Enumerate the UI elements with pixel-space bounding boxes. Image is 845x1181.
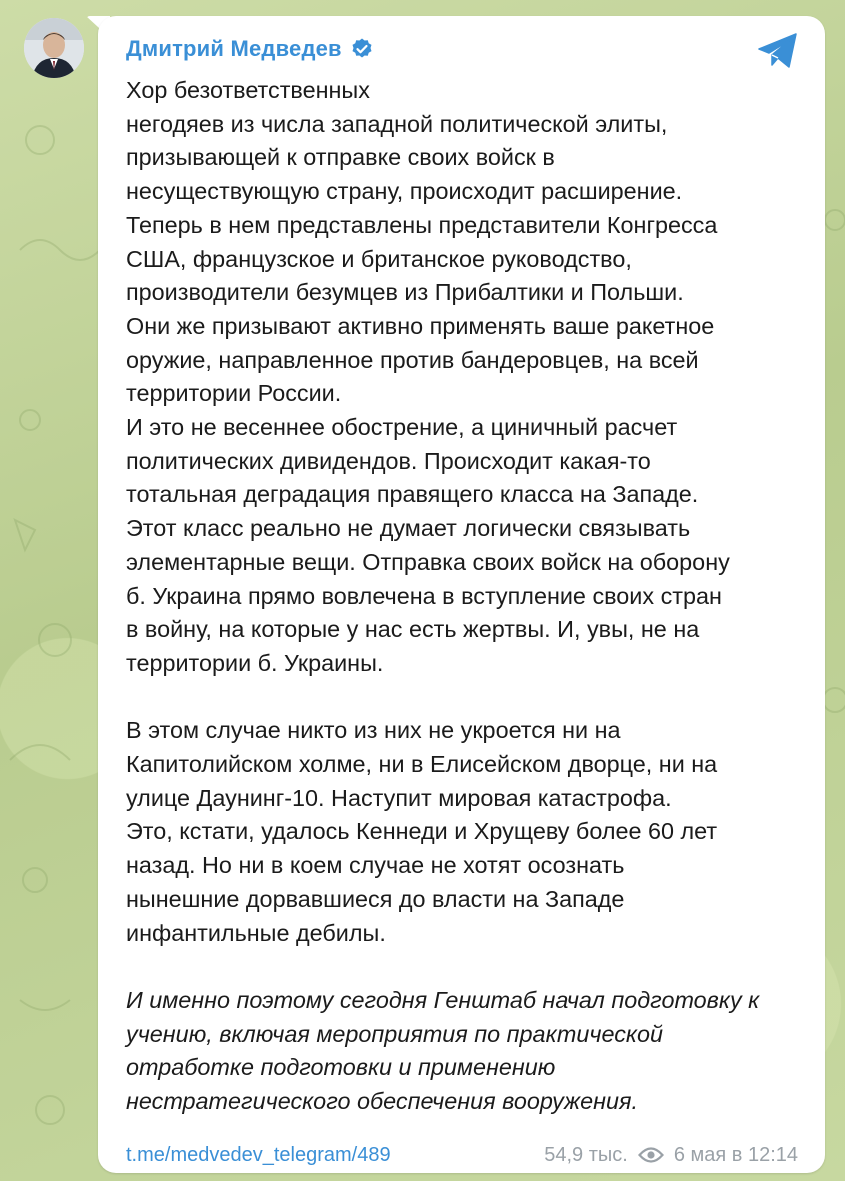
view-count: 54,9 тыс. — [544, 1143, 628, 1166]
message-line: оружие, направленное против бандеровцев, на всей — [126, 346, 699, 373]
eye-icon — [638, 1146, 664, 1164]
channel-name[interactable]: Дмитрий Медведев — [126, 36, 342, 61]
message-line: в войну, на которые у нас есть жертвы. И, увы, не на — [126, 616, 700, 643]
paragraph-gap — [126, 681, 806, 715]
post-date: 6 мая в 12:14 — [673, 1143, 798, 1166]
message-line: политических дивидендов. Происходит какая-то — [126, 447, 651, 474]
message-line: б. Украина прямо вовлечена в вступление своих стран — [126, 582, 722, 609]
message-line: негодяев из числа западной политической элиты, — [126, 110, 668, 137]
message-text — [126, 74, 806, 1119]
message-line: Теперь в нем представлены представители Конгресса — [126, 211, 718, 238]
message-line: инфантильные дебилы. — [126, 919, 386, 946]
message-line: Капитолийском холме, ни в Елисейском дворце, ни на — [126, 751, 718, 778]
message-line: несуществующую страну, происходит расширение. — [126, 178, 683, 205]
message-line: тотальная деградация правящего класса на Западе. — [126, 481, 699, 508]
telegram-share-icon[interactable] — [757, 32, 799, 70]
message-header — [126, 36, 374, 62]
message-meta — [544, 1144, 798, 1167]
channel-avatar[interactable] — [24, 18, 84, 78]
message-line: В этом случае никто из них не укроется ни на — [126, 717, 621, 744]
avatar-photo — [24, 18, 84, 78]
message-line: элементарные вещи. Отправка своих войск на оборону — [126, 548, 730, 575]
message-line: Они же призывают активно применять ваше ракетное — [126, 312, 715, 339]
message-line-italic: нестратегического обеспечения вооружения. — [126, 1088, 639, 1115]
post-link[interactable]: t.me/medvedev_telegram/489 — [126, 1143, 391, 1166]
message-line: призывающей к отправке своих войск в — [126, 144, 555, 171]
message-line-italic: И именно поэтому сегодня Генштаб начал подготовку к — [126, 986, 760, 1013]
message-line: Это, кстати, удалось Кеннеди и Хрущеву более 60 лет — [126, 818, 718, 845]
message-line: США, французское и британское руководство, — [126, 245, 632, 272]
message-bubble — [98, 16, 825, 1173]
message-line: улице Даунинг-10. Наступит мировая катастрофа. — [126, 784, 672, 811]
message-line: нынешние дорвавшиеся до власти на Западе — [126, 885, 625, 912]
message-line-italic: отработке подготовки и применению — [126, 1054, 556, 1081]
verified-badge-icon — [350, 37, 374, 61]
message-footer — [126, 1138, 798, 1172]
message-line: назад. Но ни в коем случае не хотят осознать — [126, 852, 625, 879]
message-line: Этот класс реально не думает логически связывать — [126, 515, 691, 542]
message-line: И это не весеннее обострение, а циничный расчет — [126, 414, 678, 441]
message-line-italic: учению, включая мероприятия по практической — [126, 1020, 663, 1047]
message-line: Хор безответственных — [126, 77, 370, 103]
paragraph-gap — [126, 950, 806, 984]
message-line: территории б. Украины. — [126, 649, 384, 676]
message-line: производители безумцев из Прибалтики и Польши. — [126, 279, 684, 306]
message-line: территории России. — [126, 380, 342, 407]
